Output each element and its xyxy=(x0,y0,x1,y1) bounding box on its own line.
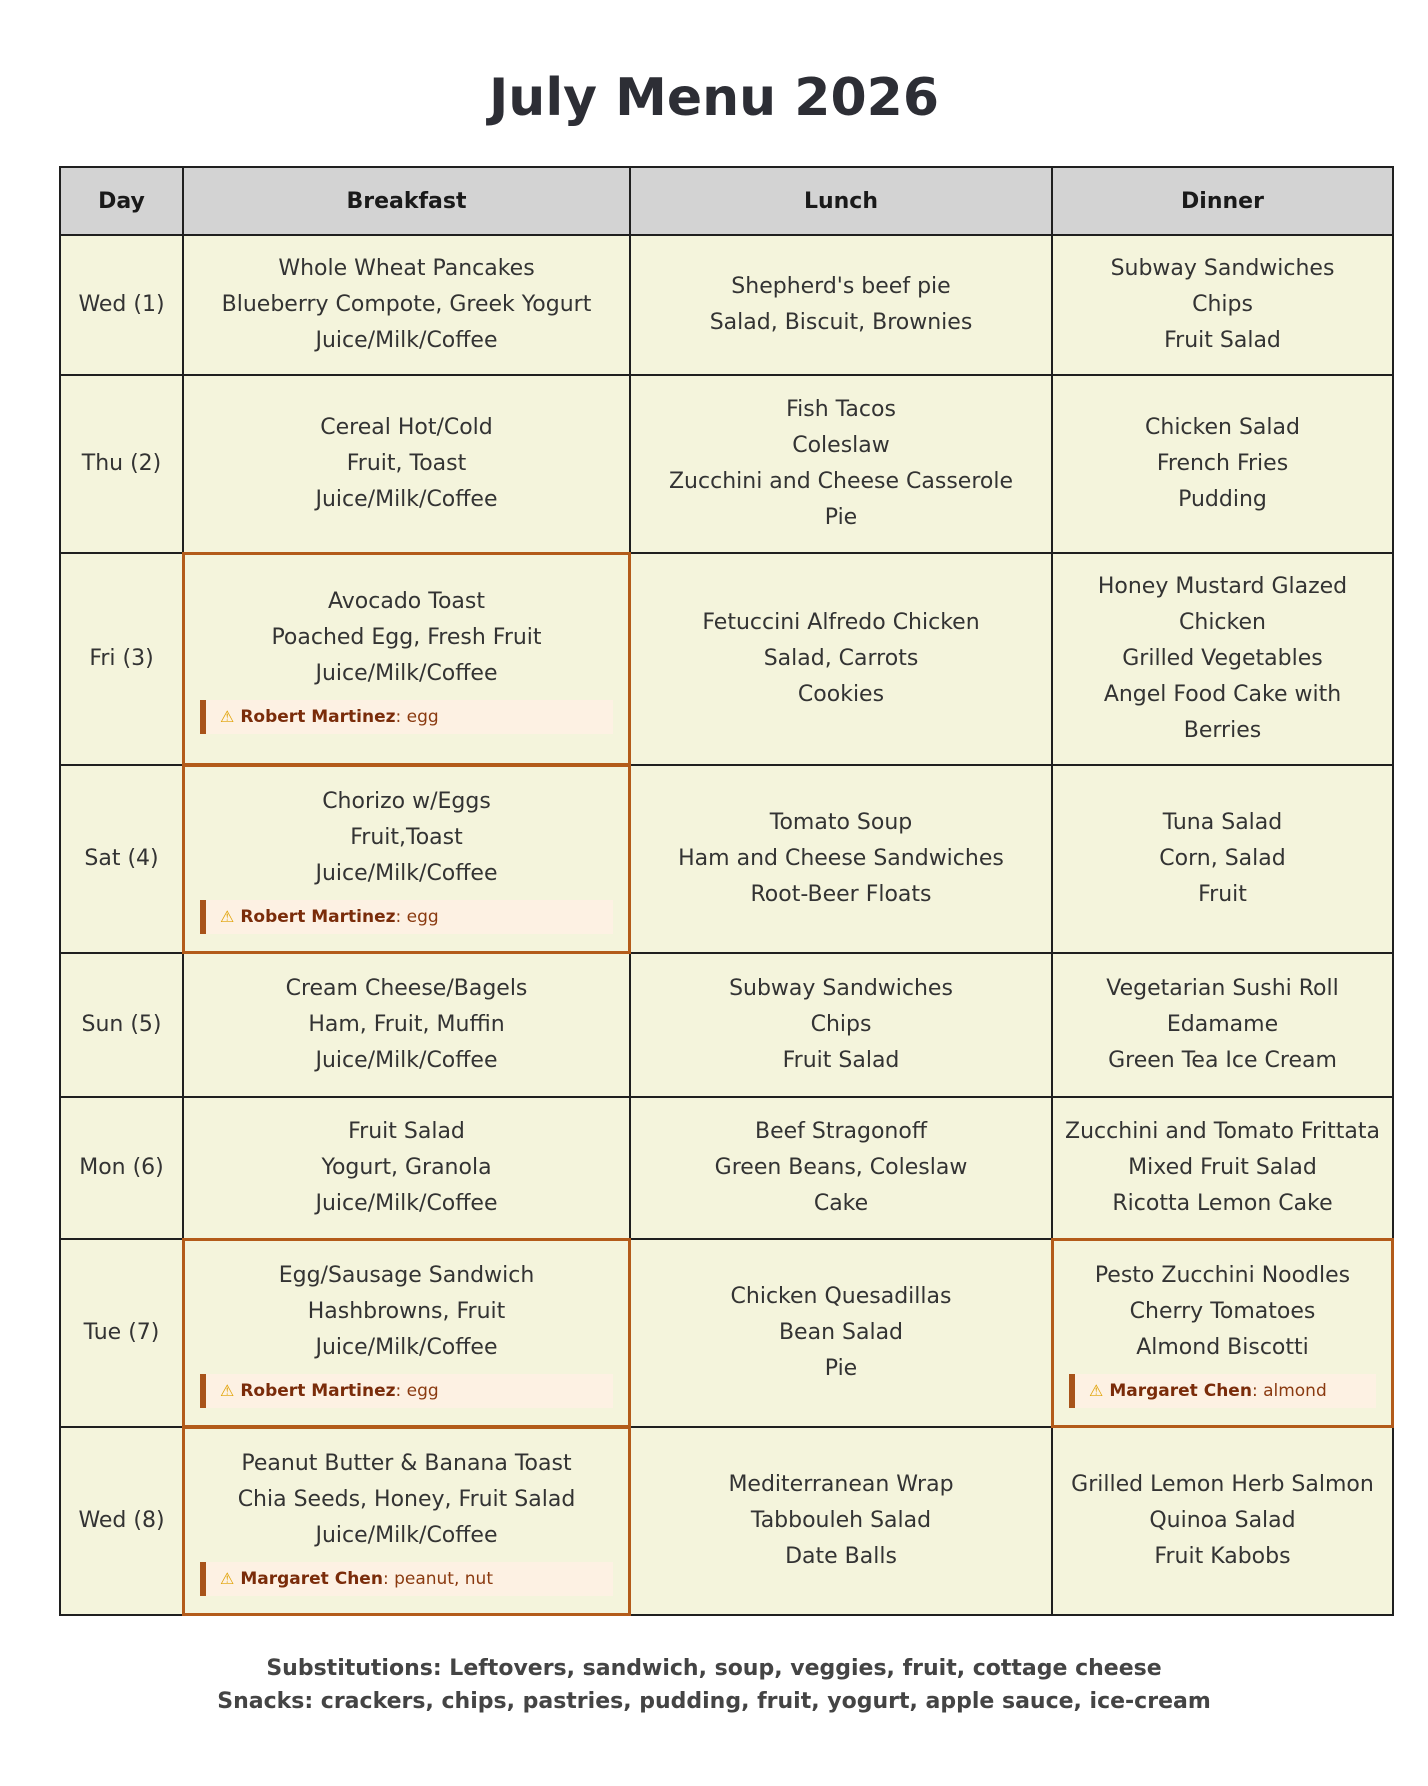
dinner-cell xyxy=(1052,1239,1393,1427)
allergy-warning xyxy=(200,1562,613,1596)
menu-items xyxy=(1063,805,1382,913)
menu-item: Poached Egg, Fresh Fruit xyxy=(271,625,542,650)
menu-item: Juice/Milk/Coffee xyxy=(315,1523,498,1548)
day-cell: Thu (2) xyxy=(60,375,183,553)
menu-items xyxy=(641,1467,1041,1575)
menu-items xyxy=(194,1258,619,1366)
menu-item: Honey Mustard Glazed xyxy=(1097,574,1348,599)
allergy-person-name: Margaret Chen xyxy=(1109,1381,1252,1401)
breakfast-cell xyxy=(183,1427,630,1615)
menu-items xyxy=(641,1279,1041,1387)
allergy-items: peanut, nut xyxy=(394,1569,493,1589)
menu-item: Green Tea Ice Cream xyxy=(1108,1048,1337,1073)
menu-item: Avocado Toast xyxy=(328,589,485,614)
menu-item: Salad, Carrots xyxy=(763,646,919,671)
column-header-lunch: Lunch xyxy=(630,167,1052,235)
table-row xyxy=(60,553,1393,765)
warning-icon: ⚠ xyxy=(1089,1381,1104,1400)
menu-item: Cream Cheese/Bagels xyxy=(285,976,528,1001)
column-header-breakfast: Breakfast xyxy=(183,167,630,235)
menu-item: Fish Tacos xyxy=(786,397,896,422)
menu-items xyxy=(1063,1114,1382,1222)
header-row xyxy=(60,167,1393,235)
menu-items xyxy=(641,269,1041,341)
menu-item: Juice/Milk/Coffee xyxy=(315,328,498,353)
menu-item: Chia Seeds, Honey, Fruit Salad xyxy=(237,1487,576,1512)
menu-item: Ricotta Lemon Cake xyxy=(1112,1191,1333,1216)
menu-item: Chicken Quesadillas xyxy=(730,1284,952,1309)
allergy-items: almond xyxy=(1263,1381,1327,1401)
menu-item: Zucchini and Cheese Casserole xyxy=(668,469,1014,494)
menu-items xyxy=(641,805,1041,913)
breakfast-cell xyxy=(183,375,630,553)
breakfast-cell xyxy=(183,1239,630,1427)
lunch-cell xyxy=(630,1427,1052,1615)
lunch-cell xyxy=(630,953,1052,1097)
lunch-cell xyxy=(630,765,1052,953)
menu-item: Pudding xyxy=(1178,487,1267,512)
menu-item: Bean Salad xyxy=(778,1320,904,1345)
menu-item: Fetuccini Alfredo Chicken xyxy=(702,610,980,635)
menu-items xyxy=(194,410,619,518)
menu-item: Berries xyxy=(1183,718,1262,743)
allergy-warning xyxy=(1069,1374,1376,1408)
menu-items xyxy=(194,971,619,1079)
breakfast-cell xyxy=(183,953,630,1097)
lunch-cell xyxy=(630,375,1052,553)
menu-item: Shepherd's beef pie xyxy=(731,274,951,299)
menu-item: Chips xyxy=(1192,292,1253,317)
menu-item: Cherry Tomatoes xyxy=(1129,1299,1316,1324)
menu-item: Almond Biscotti xyxy=(1136,1335,1309,1360)
day-cell: Tue (7) xyxy=(60,1239,183,1427)
table-row xyxy=(60,1239,1393,1427)
breakfast-cell xyxy=(183,1097,630,1239)
snacks-note: Snacks: crackers, chips, pastries, pudding, fruit, yogurt, apple sauce, ice-cream xyxy=(217,1689,1211,1714)
allergy-warning xyxy=(200,700,613,734)
allergy-items: egg xyxy=(406,907,439,927)
menu-item: Fruit xyxy=(1198,882,1247,907)
table-row xyxy=(60,765,1393,953)
menu-item: Edamame xyxy=(1166,1012,1279,1037)
menu-item: Subway Sandwiches xyxy=(729,976,953,1001)
menu-items xyxy=(194,784,619,892)
menu-items xyxy=(641,971,1041,1079)
menu-item: Ham, Fruit, Muffin xyxy=(308,1012,505,1037)
dinner-cell xyxy=(1052,375,1393,553)
menu-item: Grilled Vegetables xyxy=(1122,646,1323,671)
warning-icon: ⚠ xyxy=(220,1381,235,1400)
menu-items xyxy=(641,392,1041,536)
table-row xyxy=(60,375,1393,553)
allergy-separator: : xyxy=(382,1569,395,1589)
menu-item: Green Beans, Coleslaw xyxy=(714,1155,968,1180)
menu-items xyxy=(194,251,619,359)
menu-items xyxy=(194,1114,619,1222)
warning-icon: ⚠ xyxy=(220,1569,235,1588)
menu-item: Quinoa Salad xyxy=(1149,1508,1296,1533)
menu-item: Chicken Salad xyxy=(1145,415,1300,440)
menu-item: Chorizo w/Eggs xyxy=(322,789,491,814)
menu-item: Blueberry Compote, Greek Yogurt xyxy=(221,292,592,317)
menu-item: Egg/Sausage Sandwich xyxy=(278,1263,535,1288)
dinner-cell xyxy=(1052,765,1393,953)
menu-item: Mixed Fruit Salad xyxy=(1128,1155,1317,1180)
menu-item: Grilled Lemon Herb Salmon xyxy=(1071,1472,1374,1497)
menu-item: Whole Wheat Pancakes xyxy=(278,256,535,281)
allergy-warning xyxy=(200,900,613,934)
day-cell: Sat (4) xyxy=(60,765,183,953)
substitutions-note: Substitutions: Leftovers, sandwich, soup, veggies, fruit, cottage cheese xyxy=(266,1656,1162,1681)
menu-item: Fruit Salad xyxy=(782,1048,900,1073)
page-title: July Menu 2026 xyxy=(488,68,940,128)
allergy-separator: : xyxy=(395,907,407,927)
lunch-cell xyxy=(630,1097,1052,1239)
menu-item: Cake xyxy=(813,1191,869,1216)
menu-item: Chicken xyxy=(1179,610,1266,635)
warning-icon: ⚠ xyxy=(220,707,235,726)
menu-item: Juice/Milk/Coffee xyxy=(315,487,498,512)
dinner-cell xyxy=(1052,1427,1393,1615)
day-cell: Sun (5) xyxy=(60,953,183,1097)
menu-item: Fruit Salad xyxy=(1164,328,1281,353)
dinner-cell xyxy=(1052,1097,1393,1239)
menu-item: Juice/Milk/Coffee xyxy=(315,661,498,686)
allergy-items: egg xyxy=(406,707,439,727)
menu-items xyxy=(1063,410,1382,518)
breakfast-cell xyxy=(183,765,630,953)
allergy-items: egg xyxy=(406,1381,439,1401)
day-cell: Wed (1) xyxy=(60,235,183,375)
menu-item: Corn, Salad xyxy=(1159,846,1286,871)
menu-item: Tabbouleh Salad xyxy=(750,1508,932,1533)
table-row xyxy=(60,1427,1393,1615)
menu-items xyxy=(1063,971,1382,1079)
menu-item: Pie xyxy=(824,505,858,530)
menu-item: Juice/Milk/Coffee xyxy=(315,1191,498,1216)
menu-item: Subway Sandwiches xyxy=(1110,256,1335,281)
menu-item: Hashbrowns, Fruit xyxy=(307,1299,506,1324)
dinner-cell xyxy=(1052,235,1393,375)
menu-item: Juice/Milk/Coffee xyxy=(315,861,498,886)
menu-item: Tomato Soup xyxy=(769,810,913,835)
menu-item: Juice/Milk/Coffee xyxy=(315,1048,498,1073)
menu-item: Ham and Cheese Sandwiches xyxy=(678,846,1004,871)
menu-item: Yogurt, Granola xyxy=(321,1155,492,1180)
lunch-cell xyxy=(630,553,1052,765)
menu-item: Fruit,Toast xyxy=(350,825,463,850)
day-cell: Mon (6) xyxy=(60,1097,183,1239)
menu-items xyxy=(641,605,1041,713)
allergy-separator: : xyxy=(395,707,407,727)
dinner-cell xyxy=(1052,953,1393,1097)
menu-item: Pie xyxy=(824,1356,858,1381)
menu-item: Fruit, Toast xyxy=(346,451,467,476)
menu-items xyxy=(194,584,619,692)
day-cell: Wed (8) xyxy=(60,1427,183,1615)
menu-items xyxy=(641,1114,1041,1222)
menu-item: Peanut Butter & Banana Toast xyxy=(241,1451,572,1476)
breakfast-cell xyxy=(183,235,630,375)
menu-item: Zucchini and Tomato Frittata xyxy=(1065,1119,1380,1144)
warning-icon: ⚠ xyxy=(220,907,235,926)
column-header-day: Day xyxy=(60,167,183,235)
menu-item: Vegetarian Sushi Roll xyxy=(1106,976,1339,1001)
day-cell: Fri (3) xyxy=(60,553,183,765)
allergy-warning xyxy=(200,1374,613,1408)
allergy-person-name: Robert Martinez xyxy=(240,707,396,727)
menu-items xyxy=(1063,251,1382,359)
dinner-cell xyxy=(1052,553,1393,765)
menu-item: Juice/Milk/Coffee xyxy=(315,1335,498,1360)
allergy-person-name: Robert Martinez xyxy=(240,907,396,927)
footer xyxy=(0,1656,1428,1714)
table-row xyxy=(60,1097,1393,1239)
menu-item: Coleslaw xyxy=(792,433,890,458)
menu-items xyxy=(1063,1467,1382,1575)
menu-item: Tuna Salad xyxy=(1162,810,1283,835)
menu-items xyxy=(1063,1258,1382,1366)
allergy-person-name: Robert Martinez xyxy=(240,1381,396,1401)
menu-items xyxy=(1063,569,1382,749)
menu-item: Date Balls xyxy=(785,1544,897,1569)
menu-item: Cookies xyxy=(797,682,885,707)
table-row xyxy=(60,953,1393,1097)
table-row xyxy=(60,235,1393,375)
menu-item: Beef Stragonoff xyxy=(754,1119,927,1144)
menu-item: Cereal Hot/Cold xyxy=(320,415,493,440)
lunch-cell xyxy=(630,235,1052,375)
menu-item: French Fries xyxy=(1156,451,1289,476)
menu-item: Angel Food Cake with xyxy=(1103,682,1342,707)
menu-item: Root-Beer Floats xyxy=(750,882,932,907)
allergy-person-name: Margaret Chen xyxy=(240,1569,383,1589)
breakfast-cell xyxy=(183,553,630,765)
menu-item: Fruit Kabobs xyxy=(1154,1544,1291,1569)
allergy-separator: : xyxy=(395,1381,407,1401)
column-header-dinner: Dinner xyxy=(1052,167,1393,235)
menu-item: Mediterranean Wrap xyxy=(728,1472,954,1497)
lunch-cell xyxy=(630,1239,1052,1427)
menu-table xyxy=(59,166,1394,1616)
menu-item: Fruit Salad xyxy=(348,1119,465,1144)
menu-item: Salad, Biscuit, Brownies xyxy=(709,310,973,335)
menu-item: Pesto Zucchini Noodles xyxy=(1094,1263,1351,1288)
menu-item: Chips xyxy=(810,1012,872,1037)
menu-items xyxy=(194,1446,619,1554)
allergy-separator: : xyxy=(1251,1381,1264,1401)
